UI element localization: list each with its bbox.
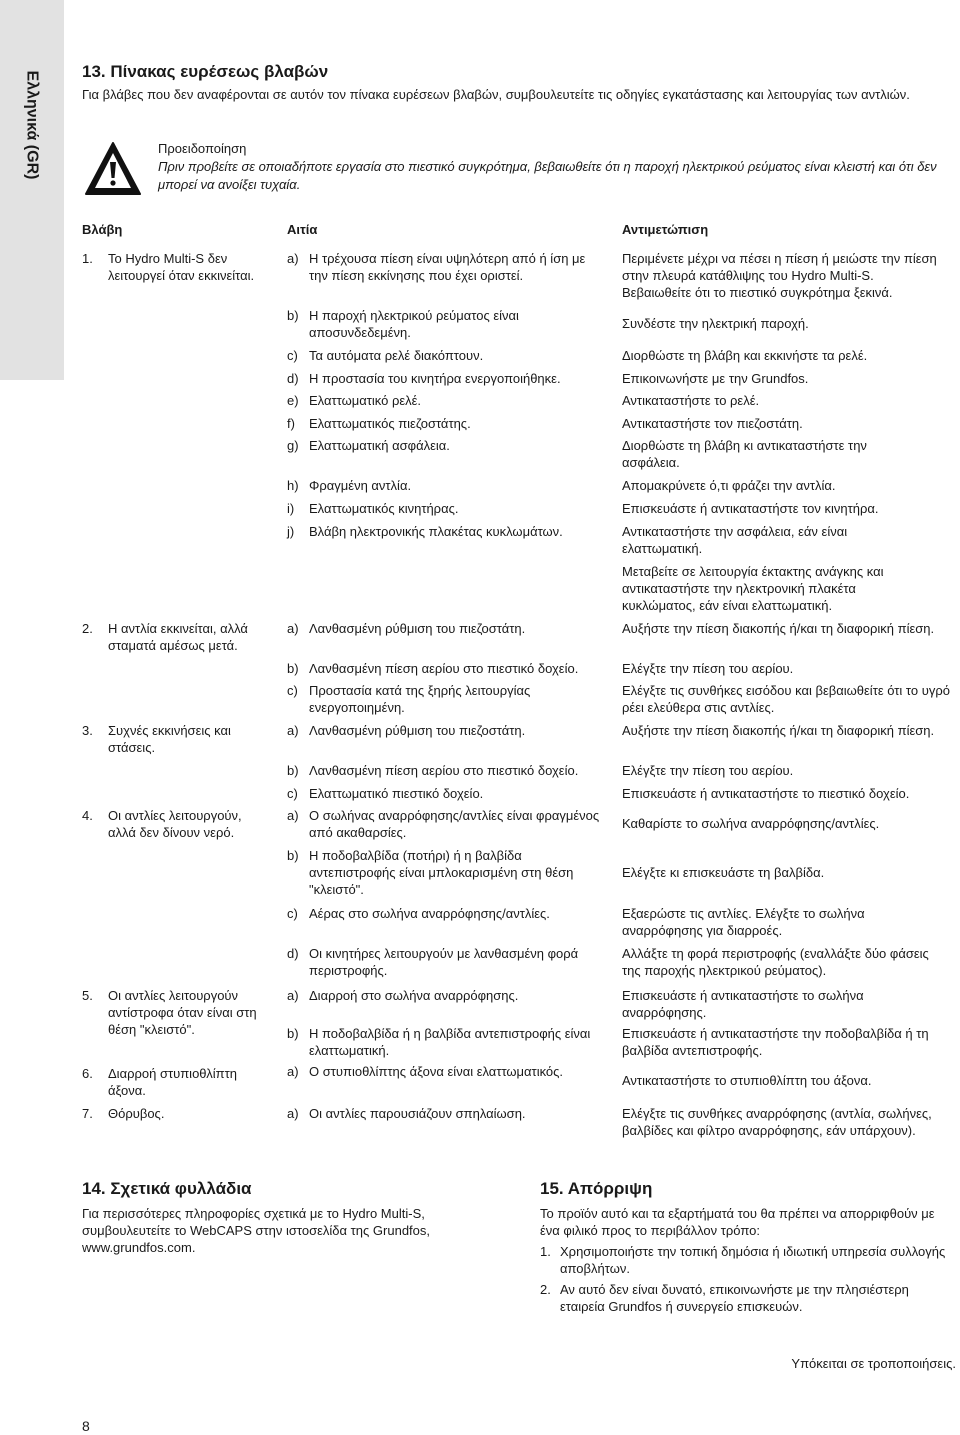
header-cause: Αιτία bbox=[287, 222, 318, 237]
cause-text: Λανθασμένη πίεση αερίου στο πιεστικό δοχείο. bbox=[309, 763, 579, 778]
cause-text: Η προστασία του κινητήρα ενεργοποιήθηκε. bbox=[309, 371, 561, 386]
remedy-text: Αντικαταστήστε το στυπιοθλίπτη του άξονα. bbox=[622, 1073, 872, 1088]
cause-item: c) Ελαττωματικό πιεστικό δοχείο. bbox=[287, 785, 607, 802]
remedy-text: Συνδέστε την ηλεκτρική παροχή. bbox=[622, 316, 809, 331]
cause-item: a) Λανθασμένη ρύθμιση του πιεζοστάτη. bbox=[287, 722, 607, 739]
fault-text: Διαρροή στυπιοθλίπτη άξονα. bbox=[108, 1066, 238, 1098]
remedy-text: Περιμένετε μέχρι να πέσει η πίεση ή μειώστε την πίεση στην πλευρά κατάθλιψης του Hydro Multi-S. Βεβαιωθείτε ότι το πιεστικό συγκρότημα ξεκινά. bbox=[622, 251, 937, 300]
cause-text: Λανθασμένη ρύθμιση του πιεζοστάτη. bbox=[309, 723, 526, 738]
cause-item: a) Ο στυπιοθλίπτης άξονα είναι ελαττωματικός. bbox=[287, 1063, 607, 1080]
cause-item: g) Ελαττωματική ασφάλεια. bbox=[287, 437, 607, 454]
disposal-item: 1. Χρησιμοποιήστε την τοπική δημόσια ή ιδιωτική υπηρεσία συλλογής αποβλήτων. bbox=[540, 1243, 950, 1277]
fault-text: Η αντλία εκκινείται, αλλά σταματά αμέσως μετά. bbox=[108, 621, 248, 653]
cause-item: d) Η προστασία του κινητήρα ενεργοποιήθηκε. bbox=[287, 370, 607, 387]
section-14-text: Για περισσότερες πληροφορίες σχετικά με το Hydro Multi-S, συμβουλευτείτε το WebCAPS στην ιστοσελίδα της Grundfos, www.grundfos.com. bbox=[82, 1206, 430, 1255]
page-number: 8 bbox=[82, 1418, 90, 1434]
cause-item: a) Ο σωλήνας αναρρόφησης/αντλίες είναι φραγμένος από ακαθαρσίες. bbox=[287, 807, 607, 841]
cause-item: h) Φραγμένη αντλία. bbox=[287, 477, 607, 494]
warning-title: Προειδοποίηση bbox=[158, 141, 247, 156]
cause-text: Ελαττωματικός πιεζοστάτης. bbox=[309, 416, 471, 431]
cause-text: Βλάβη ηλεκτρονικής πλακέτας κυκλωμάτων. bbox=[309, 524, 563, 539]
cause-text: Αέρας στο σωλήνα αναρρόφησης/αντλίες. bbox=[309, 906, 550, 921]
section-15-text: Το προϊόν αυτό και τα εξαρτήματά του θα πρέπει να απορριφθούν με ένα φιλικό προς το περιβάλλον τρόπο: bbox=[540, 1206, 935, 1238]
remedy-text: Αυξήστε την πίεση διακοπής ή/και τη διαφορική πίεση. bbox=[622, 723, 935, 738]
remedy-text: Καθαρίστε το σωλήνα αναρρόφησης/αντλίες. bbox=[622, 816, 880, 831]
cause-item: a) Οι αντλίες παρουσιάζουν σπηλαίωση. bbox=[287, 1105, 607, 1122]
cause-text: Η ποδοβαλβίδα ή η βαλβίδα αντεπιστροφής είναι ελαττωματική. bbox=[309, 1026, 591, 1058]
cause-text: Η παροχή ηλεκτρικού ρεύματος είναι αποσυνδεδεμένη. bbox=[309, 308, 519, 340]
cause-item: b) Η ποδοβαλβίδα (ποτήρι) ή η βαλβίδα αντεπιστροφής είναι μπλοκαρισμένη στη θέση "κλειστό". bbox=[287, 847, 607, 898]
remedy-text: Διορθώστε τη βλάβη και εκκινήστε τα ρελέ. bbox=[622, 348, 868, 363]
remedy-text: Αυξήστε την πίεση διακοπής ή/και τη διαφορική πίεση. bbox=[622, 621, 935, 636]
remedy-text: Επισκευάστε ή αντικαταστήστε τον κινητήρα. bbox=[622, 501, 879, 516]
remedy-text: Επικοινωνήστε με την Grundfos. bbox=[622, 371, 809, 386]
cause-item: b) Λανθασμένη πίεση αερίου στο πιεστικό δοχείο. bbox=[287, 762, 617, 779]
cause-item: c) Προστασία κατά της ξηρής λειτουργίας ενεργοποιημένη. bbox=[287, 682, 607, 716]
remedy-text: Διορθώστε τη βλάβη κι αντικαταστήστε την ασφάλεια. bbox=[622, 438, 867, 470]
fault-text: Το Hydro Multi-S δεν λειτουργεί όταν εκκινείται. bbox=[108, 251, 255, 283]
cause-text: Η τρέχουσα πίεση είναι υψηλότερη από ή ίση με την πίεση εκκίνησης που έχει οριστεί. bbox=[309, 251, 586, 283]
cause-item: e) Ελαττωματικό ρελέ. bbox=[287, 392, 607, 409]
cause-text: Οι κινητήρες λειτουργούν με λανθασμένη φορά περιστροφής. bbox=[309, 946, 579, 978]
remedy-text: Αλλάξτε τη φορά περιστροφής (εναλλάξτε δύο φάσεις της παροχής ηλεκτρικού ρεύματος). bbox=[622, 946, 929, 978]
cause-text: Τα αυτόματα ρελέ διακόπτουν. bbox=[309, 348, 484, 363]
cause-text: Λανθασμένη ρύθμιση του πιεζοστάτη. bbox=[309, 621, 526, 636]
remedy-text: Επισκευάστε ή αντικαταστήστε το σωλήνα αναρρόφησης. bbox=[622, 988, 864, 1020]
section-13-intro: Για βλάβες που δεν αναφέρονται σε αυτόν τον πίνακα ευρέσεων βλαβών, συμβουλευτείτε τις οδηγίες εγκατάστασης και λειτουργίας των αντλιών. bbox=[82, 87, 910, 102]
disposal-item-text: Χρησιμοποιήστε την τοπική δημόσια ή ιδιωτική υπηρεσία συλλογής αποβλήτων. bbox=[560, 1244, 946, 1276]
subject-to-change-note: Υπόκειται σε τροποποιήσεις. bbox=[791, 1356, 956, 1371]
cause-text: Διαρροή στο σωλήνα αναρρόφησης. bbox=[309, 988, 519, 1003]
cause-text: Η ποδοβαλβίδα (ποτήρι) ή η βαλβίδα αντεπιστροφής είναι μπλοκαρισμένη στη θέση "κλειστό". bbox=[309, 848, 574, 897]
cause-item: c) Τα αυτόματα ρελέ διακόπτουν. bbox=[287, 347, 607, 364]
cause-item: d) Οι κινητήρες λειτουργούν με λανθασμένη φορά περιστροφής. bbox=[287, 945, 607, 979]
cause-text: Οι αντλίες παρουσιάζουν σπηλαίωση. bbox=[309, 1106, 526, 1121]
cause-text: Λανθασμένη πίεση αερίου στο πιεστικό δοχείο. bbox=[309, 661, 579, 676]
fault-item: 3. Συχνές εκκινήσεις και στάσεις. bbox=[82, 722, 262, 756]
language-tab-label: Ελληνικά (GR) bbox=[23, 70, 41, 180]
remedy-text: Μεταβείτε σε λειτουργία έκτακτης ανάγκης και αντικαταστήστε την ηλεκτρονική πλακέτα κυκλώματος, εάν είναι ελαττωματική. bbox=[622, 564, 884, 613]
section-15-title: 15. Απόρριψη bbox=[540, 1179, 653, 1198]
disposal-item: 2. Αν αυτό δεν είναι δυνατό, επικοινωνήστε με την πλησιέστερη εταιρεία Grundfos ή συνεργείο επισκευών. bbox=[540, 1281, 950, 1315]
fault-item: 1. Το Hydro Multi-S δεν λειτουργεί όταν εκκινείται. bbox=[82, 250, 262, 284]
remedy-text: Ελέγξτε κι επισκευάστε τη βαλβίδα. bbox=[622, 865, 825, 880]
warning-box bbox=[158, 140, 948, 194]
remedy-text: Εξαερώστε τις αντλίες. Ελέγξτε το σωλήνα αναρρόφησης για διαρροές. bbox=[622, 906, 865, 938]
cause-item: b) Λανθασμένη πίεση αερίου στο πιεστικό δοχείο. bbox=[287, 660, 617, 677]
section-14-title: 14. Σχετικά φυλλάδια bbox=[82, 1179, 252, 1198]
fault-item: 4. Οι αντλίες λειτουργούν, αλλά δεν δίνουν νερό. bbox=[82, 807, 262, 841]
remedy-text: Απομακρύνετε ό,τι φράζει την αντλία. bbox=[622, 478, 836, 493]
cause-text: Ο στυπιοθλίπτης άξονα είναι ελαττωματικός. bbox=[309, 1064, 564, 1079]
fault-item: 2. Η αντλία εκκινείται, αλλά σταματά αμέσως μετά. bbox=[82, 620, 262, 654]
cause-text: Ελαττωματικό πιεστικό δοχείο. bbox=[309, 786, 484, 801]
cause-text: Ελαττωματικό ρελέ. bbox=[309, 393, 422, 408]
cause-item: a) Διαρροή στο σωλήνα αναρρόφησης. bbox=[287, 987, 607, 1004]
cause-text: Ελαττωματικός κινητήρας. bbox=[309, 501, 459, 516]
cause-item: b) Η ποδοβαλβίδα ή η βαλβίδα αντεπιστροφής είναι ελαττωματική. bbox=[287, 1025, 607, 1059]
remedy-text: Επισκευάστε ή αντικαταστήστε την ποδοβαλβίδα ή τη βαλβίδα αντεπιστροφής. bbox=[622, 1026, 929, 1058]
cause-text: Ο σωλήνας αναρρόφησης/αντλίες είναι φραγμένος από ακαθαρσίες. bbox=[309, 808, 600, 840]
cause-item: a) Λανθασμένη ρύθμιση του πιεζοστάτη. bbox=[287, 620, 607, 637]
cause-text: Φραγμένη αντλία. bbox=[309, 478, 412, 493]
warning-text: Πριν προβείτε σε οποιαδήποτε εργασία στο πιεστικό συγκρότημα, βεβαιωθείτε ότι η παροχή ηλεκτρικού ρεύματος είναι κλειστή και ότι δεν μπορεί να ανοίξει τυχαία. bbox=[158, 159, 937, 192]
fault-text: Οι αντλίες λειτουργούν, αλλά δεν δίνουν νερό. bbox=[108, 808, 242, 840]
cause-item: a) Η τρέχουσα πίεση είναι υψηλότερη από ή ίση με την πίεση εκκίνησης που έχει οριστεί. bbox=[287, 250, 607, 284]
cause-item: b) Η παροχή ηλεκτρικού ρεύματος είναι αποσυνδεδεμένη. bbox=[287, 307, 607, 341]
fault-text: Συχνές εκκινήσεις και στάσεις. bbox=[108, 723, 231, 755]
cause-item: c) Αέρας στο σωλήνα αναρρόφησης/αντλίες. bbox=[287, 905, 607, 922]
remedy-text: Ελέγξτε την πίεση του αερίου. bbox=[622, 763, 794, 778]
cause-item: i) Ελαττωματικός κινητήρας. bbox=[287, 500, 607, 517]
language-tab bbox=[0, 0, 64, 380]
warning-icon bbox=[84, 140, 142, 198]
fault-text: Οι αντλίες λειτουργούν αντίστροφα όταν είναι στη θέση "κλειστό". bbox=[108, 988, 257, 1037]
remedy-text: Ελέγξτε τις συνθήκες εισόδου και βεβαιωθείτε ότι το υγρό ρέει ελεύθερα στις αντλίες. bbox=[622, 683, 950, 715]
section-15-body bbox=[540, 1205, 950, 1315]
fault-item: 7. Θόρυβος. bbox=[82, 1105, 262, 1122]
header-fault: Βλάβη bbox=[82, 222, 123, 237]
fault-text: Θόρυβος. bbox=[108, 1106, 165, 1121]
remedy-text: Αντικαταστήστε τον πιεζοστάτη. bbox=[622, 416, 803, 431]
cause-item: f) Ελαττωματικός πιεζοστάτης. bbox=[287, 415, 607, 432]
fault-item: 5. Οι αντλίες λειτουργούν αντίστροφα όταν είναι στη θέση "κλειστό". bbox=[82, 987, 262, 1038]
header-remedy: Αντιμετώπιση bbox=[622, 222, 709, 237]
fault-item: 6. Διαρροή στυπιοθλίπτη άξονα. bbox=[82, 1065, 262, 1099]
remedy-text: Ελέγξτε την πίεση του αερίου. bbox=[622, 661, 794, 676]
section-13-title: 13. Πίνακας ευρέσεως βλαβών bbox=[82, 62, 329, 81]
remedy-text: Επισκευάστε ή αντικαταστήστε το πιεστικό δοχείο. bbox=[622, 786, 910, 801]
remedy-text: Αντικαταστήστε την ασφάλεια, εάν είναι ελαττωματική. bbox=[622, 524, 848, 556]
cause-text: Προστασία κατά της ξηρής λειτουργίας ενεργοποιημένη. bbox=[309, 683, 531, 715]
remedy-text: Αντικαταστήστε το ρελέ. bbox=[622, 393, 760, 408]
remedy-text: Ελέγξτε τις συνθήκες αναρρόφησης (αντλία, σωλήνες, βαλβίδες και φίλτρο αναρρόφησης, εάν υπάρχουν). bbox=[622, 1106, 932, 1138]
cause-item: j) Βλάβη ηλεκτρονικής πλακέτας κυκλωμάτων. bbox=[287, 523, 607, 540]
disposal-item-text: Αν αυτό δεν είναι δυνατό, επικοινωνήστε με την πλησιέστερη εταιρεία Grundfos ή συνεργείο επισκευών. bbox=[560, 1282, 909, 1314]
cause-text: Ελαττωματική ασφάλεια. bbox=[309, 438, 450, 453]
